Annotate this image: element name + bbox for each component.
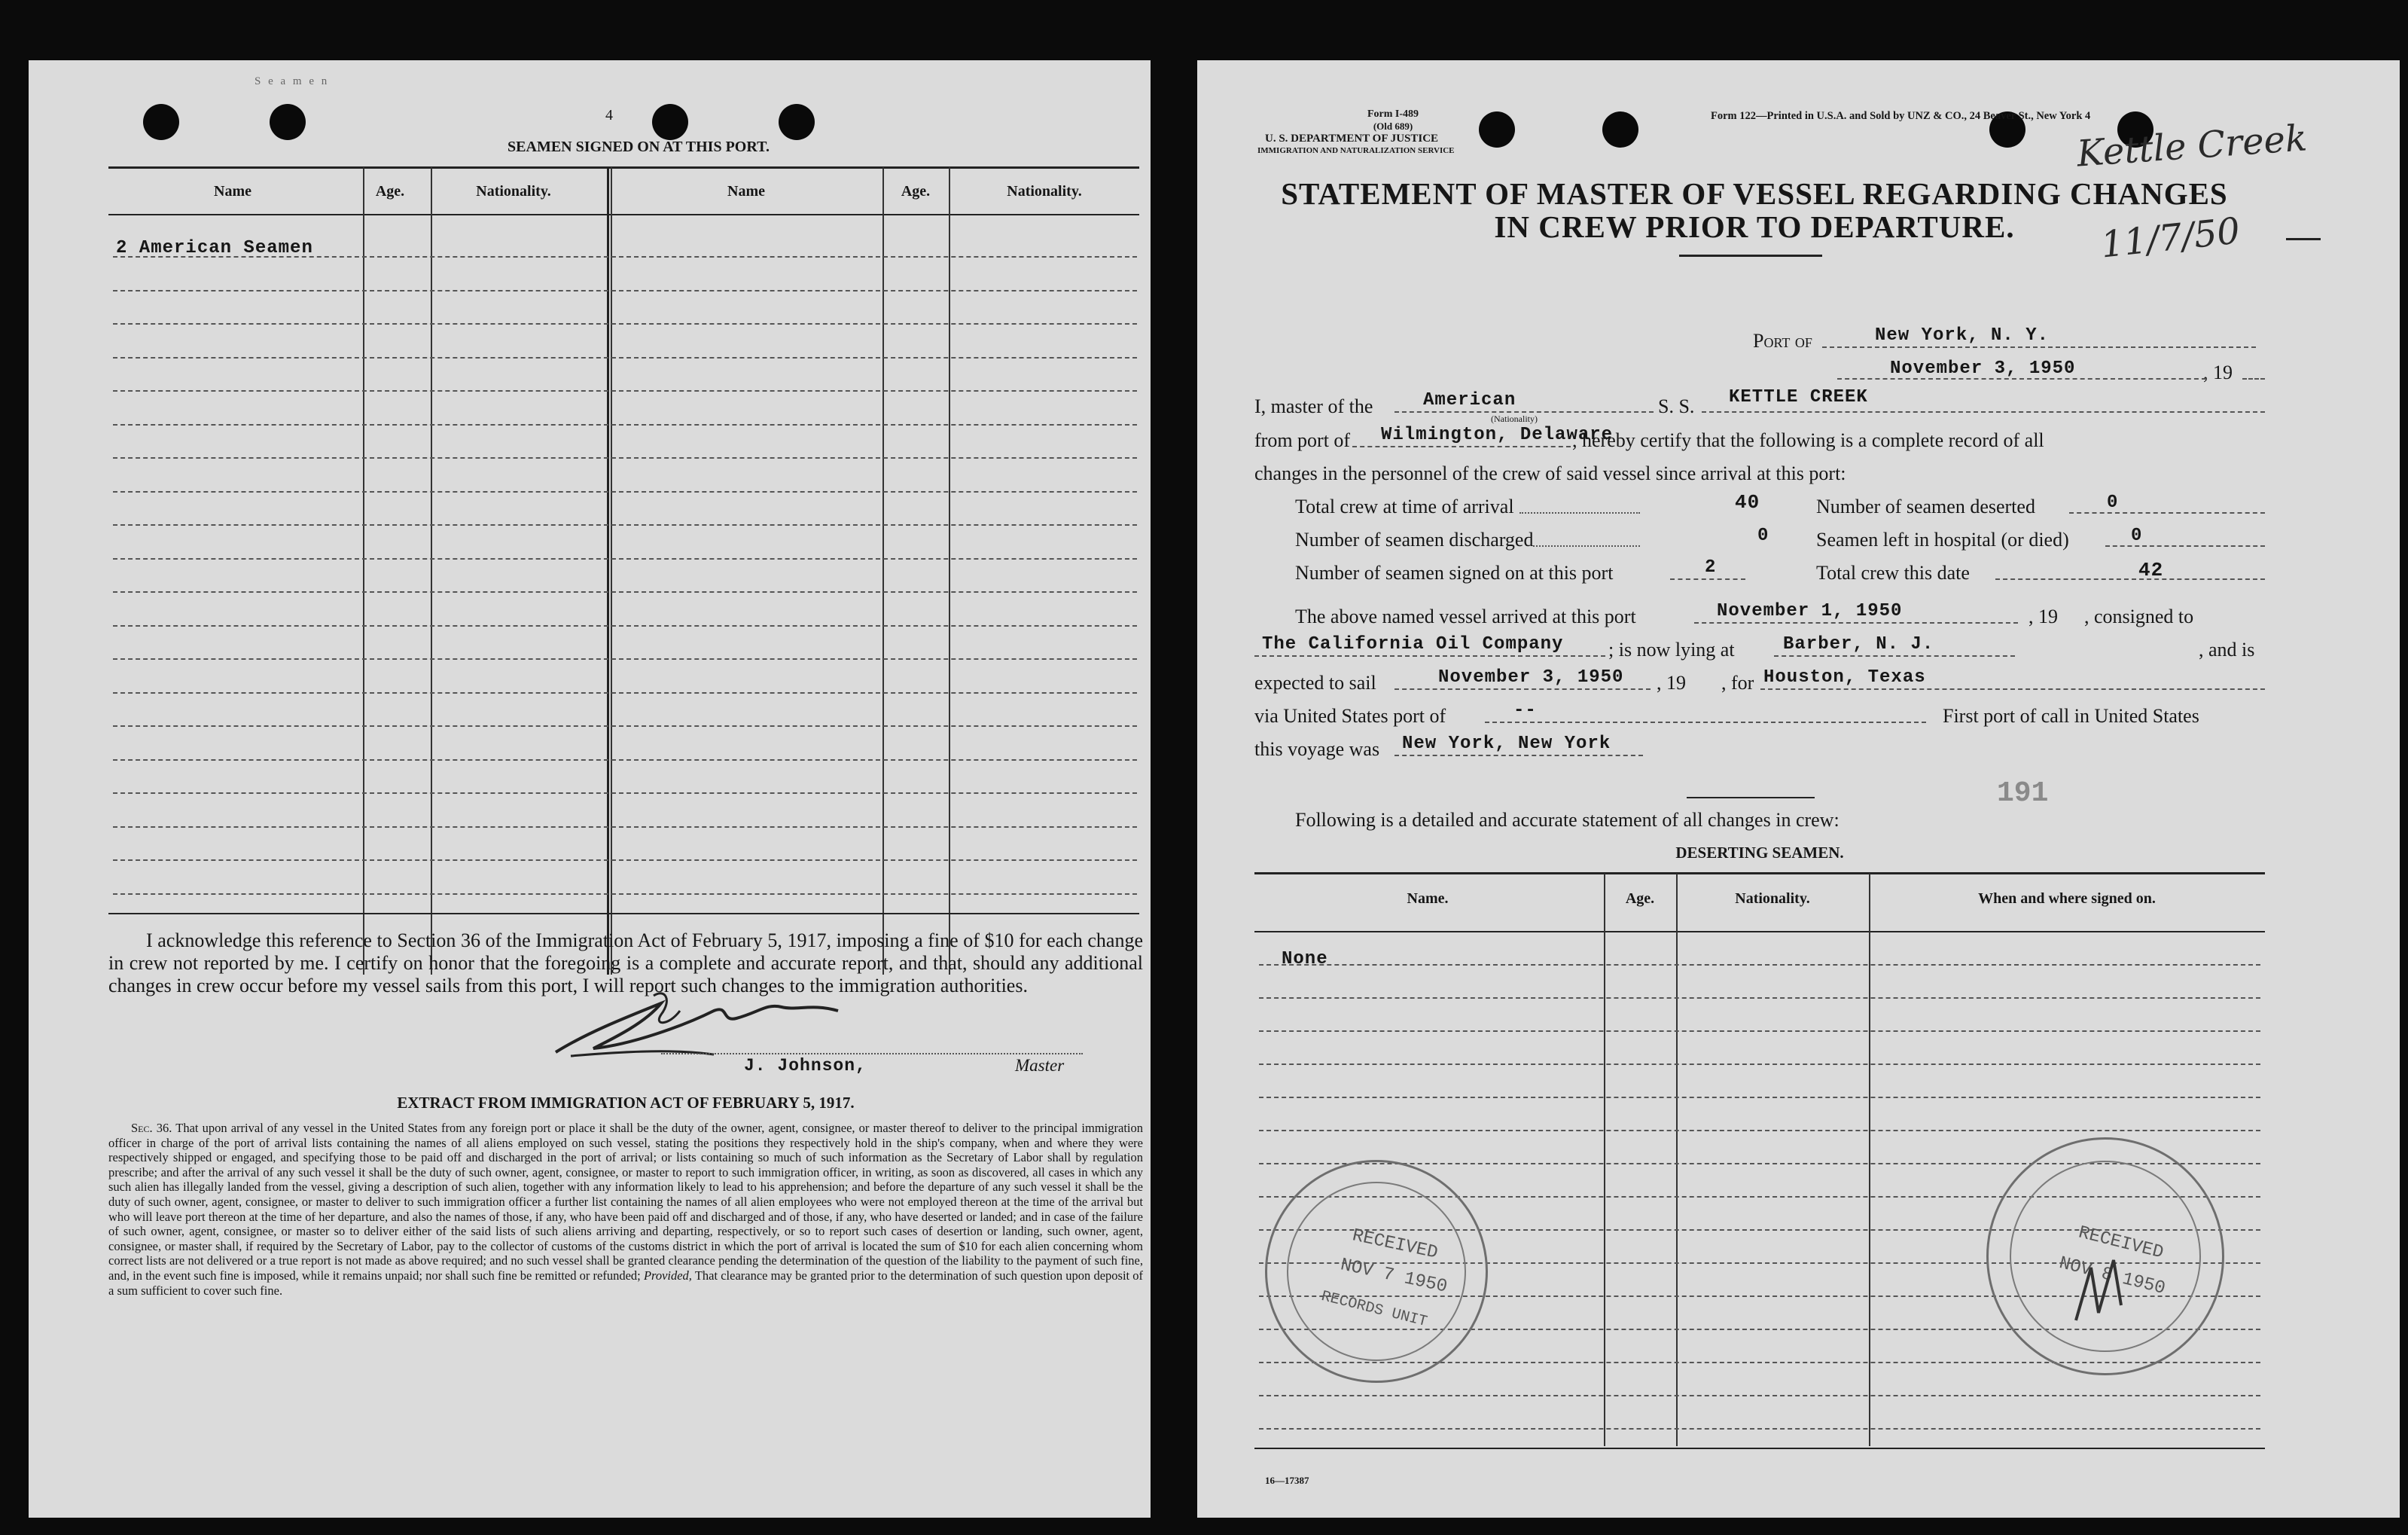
table-row-line [1259,1030,2260,1032]
destination-line [1760,688,2265,690]
col-nationality: Nationality. [1735,890,1810,907]
from-port-line [1352,446,1571,447]
table-row-line [113,792,1137,794]
table-row-name: 2 American Seamen [116,238,313,258]
via-text: via United States port of [1254,705,1446,727]
signed-on-line [1670,578,1745,580]
lying-at: Barber, N. J. [1783,634,1934,655]
date-line [1837,378,2206,380]
col-nationality-2: Nationality. [1007,183,1082,200]
via-value: -- [1513,700,1537,721]
col-nationality: Nationality. [476,183,551,200]
signed-on-value: 2 [1705,557,1717,578]
deserted-line [2069,512,2265,514]
table-row-line [113,625,1137,627]
form-number: Form I-489 [1367,108,1419,120]
signed-on-label: Number of seamen signed on at this port [1295,562,1614,584]
punch-hole [652,104,688,140]
deserting-bottom-rule [1254,1448,2265,1449]
acknowledgment-text: I acknowledge this reference to Section 36 of the Immigration Act of February 5, 1917, imposing a fine of $10 for each change in crew not reported by me. I certify on honor that the foregoing is a complete and accurate report, and that, should any additional changes in crew occur before my vessel sails from this port, I will report such changes to the immigration authorities. [108,929,1143,996]
and-is: , and is [2199,639,2255,661]
left-page [29,60,1151,1518]
provided-text: That clearance may be granted prior to the determination of such question upon deposit of a sum sufficient to cover such fine. [108,1268,1144,1298]
table-row-line [113,290,1137,291]
deserting-heading: DESERTING SEAMEN. [1675,844,1844,862]
col-divider [1869,874,1870,1446]
signature-role: Master [1015,1056,1065,1075]
port-value: New York, N. Y. [1875,325,2050,346]
table-row-line [113,491,1137,493]
extract-heading: EXTRACT FROM IMMIGRATION ACT OF FEBRUARY 5, 1917. [397,1094,855,1112]
sail-line [1395,688,1651,690]
hospital-value: 0 [2131,526,2143,546]
table-row-line [1259,1064,2260,1065]
right-page [1197,60,2400,1518]
hospital-line [2105,545,2265,547]
ss-label: S. S. [1658,395,1695,417]
sail-year: , 19 [1657,672,1686,694]
voyage-line [1395,755,1643,756]
voyage-text: this voyage was [1254,738,1380,760]
col-age: Age. [1625,890,1655,907]
total-arrival-line [1519,512,1640,514]
discharged-label: Number of seamen discharged [1295,529,1534,551]
form-title-line2: IN CREW PRIOR TO DEPARTURE. [1494,209,2015,244]
total-arrival-label: Total crew at time of arrival [1295,496,1514,517]
punch-hole [143,104,179,140]
page-stamp: 191 [1997,777,2049,810]
handwritten-date: 11/7/50 [2099,209,2242,267]
from-port-value: Wilmington, Delaware [1381,425,1614,445]
sail-date: November 3, 1950 [1438,667,1624,688]
table-row-line [1259,997,2260,999]
certify-text: , hereby certify that the following is a complete record of all [1572,429,2044,451]
col-divider [431,167,432,975]
date-year: , 19 [2203,362,2233,383]
handwritten-vessel: Kettle Creek [2075,117,2309,175]
col-divider [949,167,950,975]
table-row-line [1259,1395,2260,1396]
stamp-received-label: RECEIVED [1350,1225,1440,1264]
handwritten-dash [2286,238,2321,240]
signed-on-heading: SEAMEN SIGNED ON AT THIS PORT. [508,139,770,155]
port-line [1822,346,2256,348]
col-name: Name [214,183,251,200]
deserting-header-rule [1254,931,2265,932]
total-date-label: Total crew this date [1816,562,1970,584]
title-underline [1679,255,1822,257]
col-divider [363,167,364,975]
nationality-caption: (Nationality) [1491,414,1538,424]
stamp-date: NOV 8 1950 [2056,1253,2168,1300]
total-date-value: 42 [2138,559,2164,581]
col-name-2: Name [727,183,765,200]
hospital-label: Seamen left in hospital (or died) [1816,529,2069,551]
first-port-text: First port of call in United States [1943,705,2199,727]
table-row-line [1259,964,2260,966]
table-row-line [113,357,1137,359]
table-row-line [113,759,1137,761]
col-divider [882,167,884,975]
arrived-line [1694,622,2018,624]
table-header-rule [108,214,1139,215]
nationality-line [1395,411,1654,413]
nationality-value: American [1423,390,1516,410]
deserted-label: Number of seamen deserted [1816,496,2035,517]
received-stamp-2 [1986,1137,2224,1375]
total-date-line [1995,578,2265,580]
signature-image [541,981,857,1064]
received-stamp [1265,1160,1488,1383]
table-bottom-rule [108,913,1139,914]
table-row-line [1259,1097,2260,1098]
table-row-line [113,524,1137,526]
center-divider [607,167,609,975]
signature-line [661,1053,1083,1054]
table-row-line [113,323,1137,325]
destination: Houston, Texas [1763,667,1926,688]
table-row-line [113,424,1137,426]
discharged-value: 0 [1757,526,1769,546]
col-when-where: When and where signed on. [1978,890,2156,907]
date-year-line [2242,378,2265,380]
expected-text: expected to sail [1254,672,1376,694]
stamp-date: NOV 7 1950 [1338,1255,1449,1298]
from-port-label: from port of [1254,429,1351,451]
discharged-line [1533,545,1640,547]
signature-name: J. Johnson, [744,1056,867,1076]
table-row-line [1259,1428,2260,1430]
footer-code: 16—17387 [1265,1475,1309,1486]
printer-note: Form 122—Printed in U.S.A. and Sold by UNZ & CO., 24 Beaver St., New York 4 [1711,110,2091,122]
consigned-text: , consigned to [2084,606,2194,627]
service: IMMIGRATION AND NATURALIZATION SERVICE [1257,146,1455,155]
date-value: November 3, 1950 [1890,359,2076,379]
via-line [1485,722,1926,723]
voyage-underline [1687,797,1815,798]
form-old: (Old 689) [1373,121,1413,132]
department: U. S. DEPARTMENT OF JUSTICE [1265,133,1439,145]
col-divider [1676,874,1678,1446]
total-arrival-value: 40 [1735,491,1760,514]
col-divider [1604,874,1605,1446]
section-label: Sec. 36. [131,1121,172,1135]
deserting-top-rule [1254,872,2265,874]
stamp-received-label: RECEIVED [2076,1222,2166,1264]
table-row-line [113,725,1137,727]
arrived-text: The above named vessel arrived at this port [1295,606,1636,627]
master-prefix: I, master of the [1254,395,1373,417]
punch-hole [779,104,815,140]
section-body: That upon arrival of any vessel in the United States from any foreign port or place it shall be the duty of the owner, agent, consignee, or master thereof to deliver to the principal immigration officer in charge of the port of arrival lists containing the names of all aliens employed on such vessel, stating the positions they respectively hold in the ship's company, when and where they were respectively shipped or engaged, and specifying those to be paid off and discharged in the port of arrival; or lists containing so much of such information as the Secretary of Labor shall by regulation prescribe; and after the arrival of any such vessel it shall be the duty of such owner, agent, consignee, or master to report to such immigration officer, in writing, as soon as discovered, all cases in which any such alien has illegally landed from the vessel, giving a description of such alien, together with any information likely to lead to his apprehension; and before the departure of any such vessel it shall be the duty of such owner, agent, consignee, or master to deliver to such immigration officer a further list containing the names of all alien employees who were not employed thereon at the time of the arrival but who will leave port thereon at the time of her departure, and also the names of those, if any, who have been paid off and discharged and of those, if any, who have deserted or landed; and in case of the failure of such owner, agent, consignee, or master so to deliver either of the said lists of such aliens arriving and departing, respectively, or so to report such cases of desertion or landing, such owner, agent, consignee, or master shall, if required by the Secretary of Labor, pay to the collector of customs of the customs district in which the port of arrival is located the sum of $10 for each alien concerning whom correct lists are not delivered or a true report is not made as above required; and no such vessel shall be granted clearance pending the determination of the question of the liability to the payment of such fine, and, in the event such fine is imposed, while it remains unpaid; nor shall such fine be remitted or refunded; [108,1121,1143,1283]
form-title-line1: STATEMENT OF MASTER OF VESSEL REGARDING CHANGES [1281,176,2228,211]
punch-hole [1602,111,1638,148]
table-row-line [113,390,1137,392]
stamp-records-unit: RECORDS UNIT [1319,1287,1429,1332]
table-top-rule [108,166,1139,169]
table-row-name: None [1282,949,1328,969]
table-row-line [113,658,1137,660]
following-text: Following is a detailed and accurate statement of all changes in crew: [1295,809,1840,831]
stamp-initials [2068,1253,2136,1328]
table-row-line [1259,1130,2260,1131]
vessel-line [1702,411,2265,413]
table-row-line [113,859,1137,861]
vessel-name: KETTLE CREEK [1729,387,1868,407]
top-marks: S e a m e n [255,75,330,87]
col-age-2: Age. [901,183,931,200]
table-row-line [113,692,1137,694]
section-36-text [108,1121,1143,1298]
deserted-value: 0 [2107,493,2119,513]
table-row-line [113,826,1137,828]
voyage-value: New York, New York [1402,734,1611,754]
provided-label: Provided, [643,1268,692,1283]
col-name: Name. [1407,890,1449,907]
arrived-date: November 1, 1950 [1717,601,1903,621]
table-row-line [113,558,1137,560]
table-row-line [113,591,1137,593]
page-number: 4 [605,107,613,124]
punch-hole [270,104,306,140]
lying-line [1774,655,2015,657]
arrived-year: , 19 [2029,606,2058,627]
for-text: , for [1721,672,1754,694]
center-divider [611,167,612,975]
consignee-line [1254,655,1605,657]
changes-text: changes in the personnel of the crew of said vessel since arrival at this port: [1254,462,1846,484]
col-age: Age. [375,183,405,200]
consignee: The California Oil Company [1262,634,1564,655]
port-label: Port of [1753,330,1812,352]
punch-hole [1479,111,1515,148]
lying-text: ; is now lying at [1608,639,1735,661]
table-row-line [113,457,1137,459]
table-row-line [113,893,1137,895]
